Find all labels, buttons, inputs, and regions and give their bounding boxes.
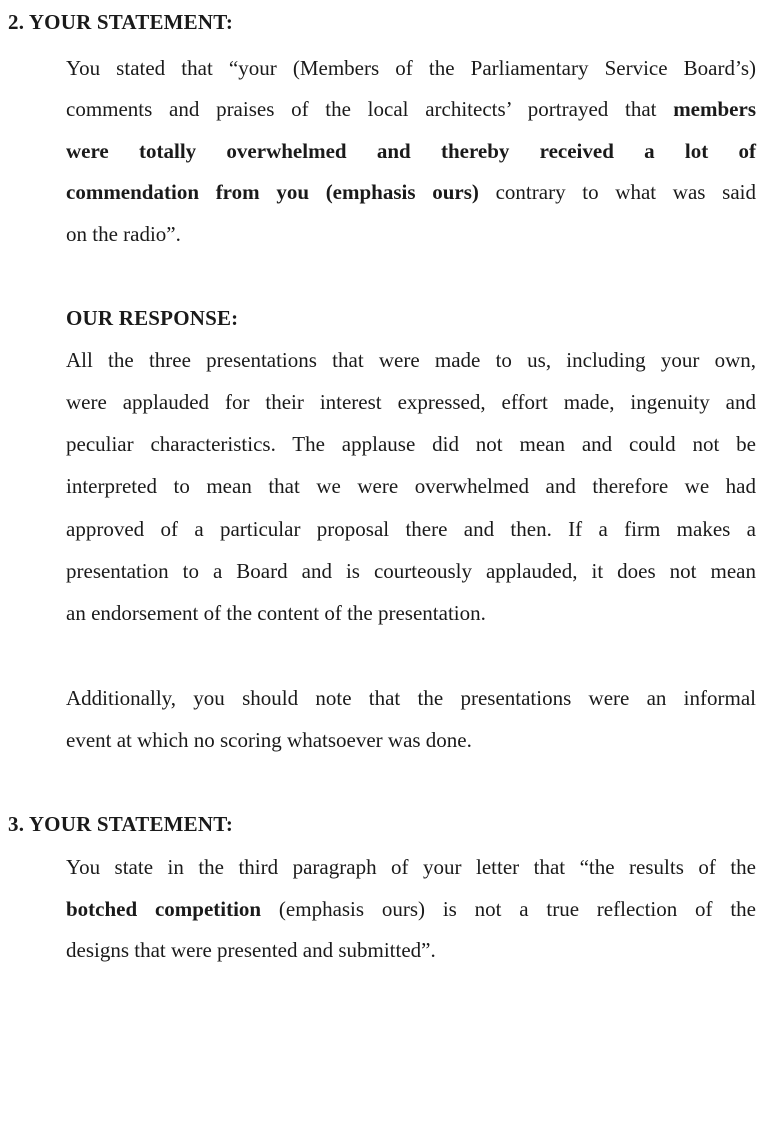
statement-3-line-3: designs that were presented and submitted”. xyxy=(66,938,436,962)
statement-3-line-2-plain: (emphasis ours) is not a true reflection of the xyxy=(261,897,757,921)
additional-line-1: Additionally, you should note that the presentations were an informal xyxy=(66,686,756,710)
response-line-1: All the three presentations that were made to us, including your own, xyxy=(66,348,756,372)
statement-2-line-2-plain: comments and praises of the local architects’ portrayed that xyxy=(66,97,674,121)
response-line-4: interpreted to mean that we were overwhelmed and therefore we had xyxy=(66,474,756,498)
statement-2-line-1: You stated that “your (Members of the Parliamentary Service Board’s) xyxy=(66,56,756,80)
additional-line-2: event at which no scoring whatsoever was done. xyxy=(66,728,472,752)
statement-2-line-3 xyxy=(66,137,756,165)
response-line-7: an endorsement of the content of the presentation. xyxy=(66,601,486,625)
statement-2-line-4 xyxy=(66,178,756,206)
statement-2-line-5: on the radio”. xyxy=(66,222,181,246)
response-heading: OUR RESPONSE: xyxy=(66,306,239,330)
statement-2-line-4-plain: contrary to what was said xyxy=(478,180,756,204)
statement-3-line-2 xyxy=(66,895,756,923)
statement-3-line-2-bold: botched competition xyxy=(66,897,262,921)
statement-3-line-1: You state in the third paragraph of your letter that “the results of the xyxy=(66,855,756,879)
statement-2-line-3-bold: were totally overwhelmed and thereby received a lot of xyxy=(66,139,756,163)
statement-2-line-2-bold: members xyxy=(673,97,756,121)
statement-2-line-4-bold: commendation from you (emphasis ours) xyxy=(66,180,479,204)
response-line-2: were applauded for their interest expressed, effort made, ingenuity and xyxy=(66,390,756,414)
section-3-heading: 3. YOUR STATEMENT: xyxy=(8,812,234,836)
section-2-heading: 2. YOUR STATEMENT: xyxy=(8,10,234,34)
statement-2-line-2 xyxy=(66,95,756,123)
response-line-6: presentation to a Board and is courteously applauded, it does not mean xyxy=(66,559,756,583)
response-line-3: peculiar characteristics. The applause did not mean and could not be xyxy=(66,432,756,456)
response-line-5: approved of a particular proposal there and then. If a firm makes a xyxy=(66,517,756,541)
